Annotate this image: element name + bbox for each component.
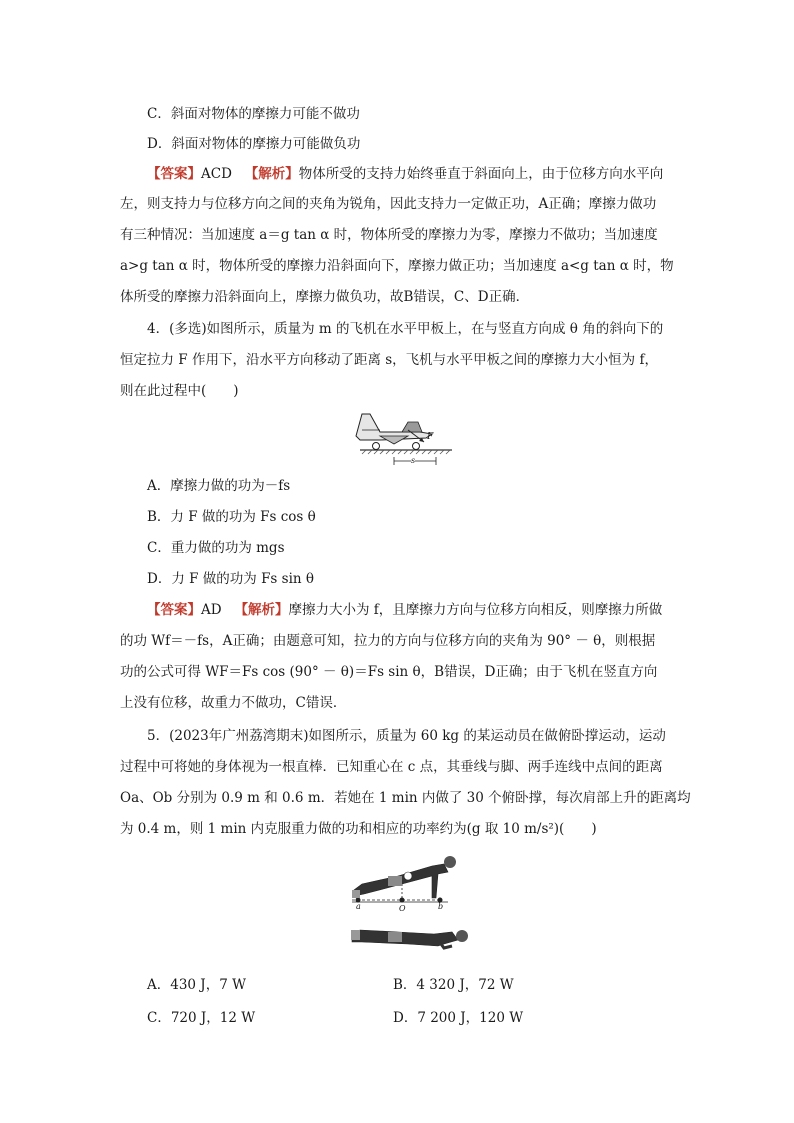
q4-fig-label-s: s	[411, 456, 416, 465]
q3-analysis-l5: 体所受的摩擦力沿斜面向上，摩擦力做负功，故B错误，C、D正确．	[120, 289, 530, 305]
q5-fig-label-b: b	[438, 902, 444, 911]
q5-stem-l1: 5．(2023年广州荔湾期末)如图所示，质量为 60 kg 的某运动员在做俯卧撑运动，运动	[147, 728, 666, 744]
q4-analysis-l3: 功的公式可得 WF＝Fs cos (90° － θ)＝Fs sin θ，B错误，D正确；由于飞机在竖直方向	[120, 664, 658, 680]
q4-option-c: C．重力做的功为 mgs	[147, 540, 285, 556]
q5-stem-l2: 过程中可将她的身体视为一根直棒．已知重心在 c 点，其垂线与脚、两手连线中点间的距离	[120, 759, 663, 775]
q4-analysis-l4: 上没有位移，故重力不做功，C错误．	[120, 695, 347, 711]
q5-option-c: C．720 J，12 W	[147, 1010, 256, 1026]
q3-option-c: C．斜面对物体的摩擦力可能不做功	[147, 106, 360, 122]
q4-option-d: D．力 F 做的功为 Fs sin θ	[147, 571, 315, 587]
q5-option-d: D．7 200 J，120 W	[393, 1010, 524, 1026]
answer-label: 【答案】	[147, 602, 201, 618]
q4-option-b: B．力 F 做的功为 Fs cos θ	[147, 509, 316, 525]
q5-stem-l3: Oa、Ob 分别为 0.9 m 和 0.6 m．若她在 1 min 内做了 30 个俯卧撑，每次肩部上升的距离均	[120, 790, 691, 806]
q3-option-d: D．斜面对物体的摩擦力可能做负功	[147, 136, 361, 152]
q4-analysis-l2: 的功 Wf＝－fs，A正确；由题意可知，拉力的方向与位移方向的夹角为 90° － θ，则根据	[120, 633, 656, 649]
q4-answer: AD	[201, 602, 222, 618]
q3-analysis-l1: 物体所受的支持力始终垂直于斜面向上，由于位移方向水平向	[298, 166, 664, 182]
q3-answer: ACD	[201, 166, 232, 182]
q4-answer-line	[147, 600, 662, 620]
q4-fig-label-f: F	[427, 432, 434, 442]
q3-analysis-l4: a>g tan α 时，物体所受的摩擦力沿斜面向下，摩擦力做正功；当加速度 a<g tan α 时，物	[120, 258, 674, 274]
q4-option-a: A．摩擦力做的功为－fs	[147, 478, 291, 494]
q4-stem-l1: 4．(多选)如图所示，质量为 m 的飞机在水平甲板上，在与竖直方向成 θ 角的斜向下的	[147, 321, 664, 337]
q3-answer-line	[147, 164, 663, 184]
analysis-label: 【解析】	[244, 166, 299, 182]
q5-fig-label-a: a	[356, 902, 361, 911]
q3-analysis-l2: 左，则支持力与位移方向之间的夹角为锐角，因此支持力一定做正功，A正确；摩擦力做功	[120, 196, 657, 212]
q3-analysis-l3: 有三种情况：当加速度 a＝g tan α 时，物体所受的摩擦力为零，摩擦力不做功；当加速度	[120, 227, 658, 243]
q5-stem-l4: 为 0.4 m，则 1 min 内克服重力做的功和相应的功率约为(g 取 10 m/s²)( )	[120, 821, 597, 837]
analysis-label: 【解析】	[234, 602, 289, 618]
q5-pushup-figure	[348, 850, 478, 962]
q4-stem-l2: 恒定拉力 F 作用下，沿水平方向移动了距离 s，飞机与水平甲板之间的摩擦力大小恒为 f，	[120, 352, 658, 368]
q5-option-a: A．430 J，7 W	[147, 977, 246, 993]
q4-stem-l3: 则在此过程中( )	[120, 383, 239, 399]
answer-label: 【答案】	[147, 166, 201, 182]
q4-analysis-l1: 摩擦力大小为 f，且摩擦力方向与位移方向相反，则摩擦力所做	[288, 602, 663, 618]
q5-fig-label-o: O	[399, 904, 406, 913]
q5-option-b: B．4 320 J，72 W	[393, 977, 514, 993]
q4-airplane-figure	[350, 408, 462, 466]
